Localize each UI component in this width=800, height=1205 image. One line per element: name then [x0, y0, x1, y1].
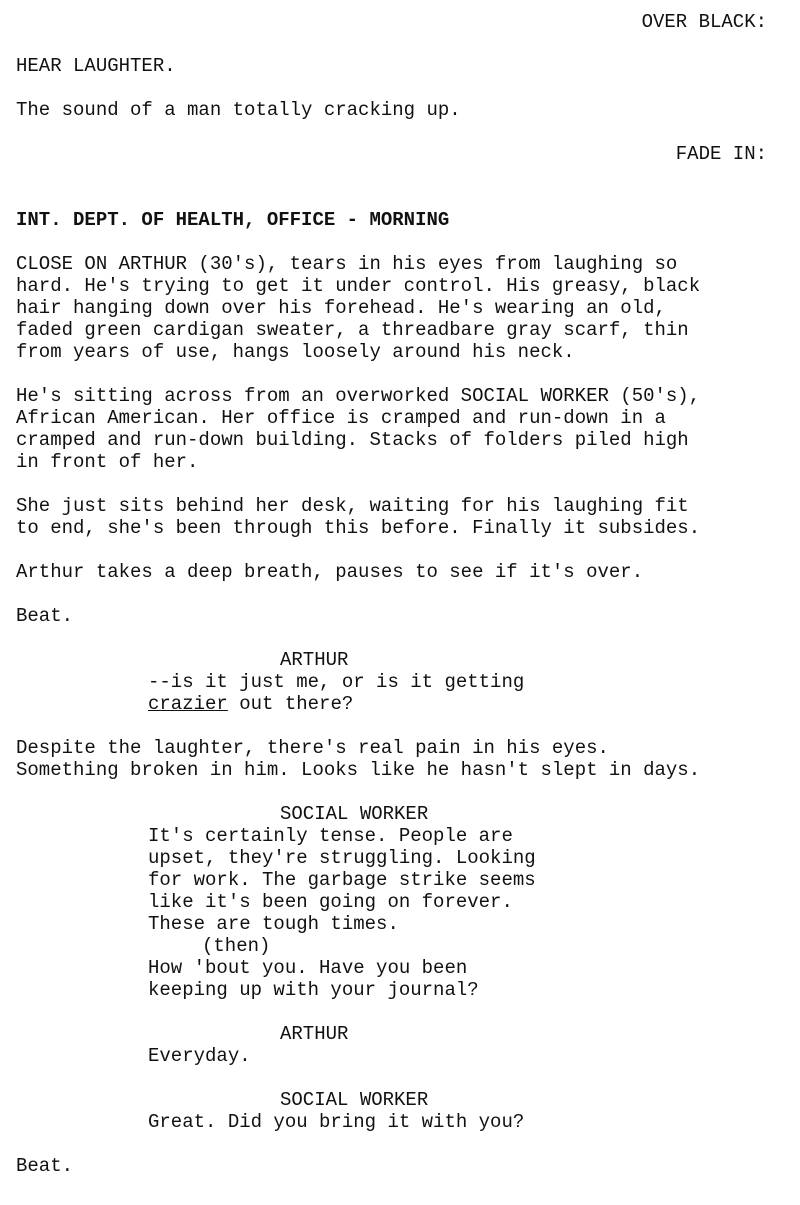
- character-name: SOCIAL WORKER: [280, 803, 429, 825]
- action-line: in front of her.: [16, 451, 199, 473]
- action-deep-breath: Arthur takes a deep breath, pauses to see if it's over.: [16, 561, 644, 583]
- dialogue-line-rest: out there?: [227, 693, 354, 715]
- action-line: African American. Her office is cramped and run-down in a: [16, 407, 666, 429]
- dialogue-line: keeping up with your journal?: [148, 979, 479, 1001]
- emphasized-word: crazier: [148, 693, 228, 715]
- action-line: from years of use, hangs loosely around his neck.: [16, 341, 575, 363]
- transition-fade-in: FADE IN:: [675, 143, 767, 165]
- action-line: hair hanging down over his forehead. He's wearing an old,: [16, 297, 666, 319]
- action-beat-final: Beat.: [16, 1155, 74, 1177]
- action-sound-of-man: The sound of a man totally cracking up.: [16, 99, 461, 121]
- dialogue-line: [148, 693, 353, 715]
- dialogue-line: Great. Did you bring it with you?: [148, 1111, 525, 1133]
- dialogue-line: like it's been going on forever.: [148, 891, 513, 913]
- action-line: cramped and run-down building. Stacks of folders piled high: [16, 429, 689, 451]
- character-name: ARTHUR: [280, 649, 349, 671]
- character-name: ARTHUR: [280, 1023, 349, 1045]
- scene-heading: INT. DEPT. OF HEALTH, OFFICE - MORNING: [16, 209, 450, 231]
- action-line: CLOSE ON ARTHUR (30's), tears in his eyes from laughing so: [16, 253, 678, 275]
- action-line: She just sits behind her desk, waiting for his laughing fit: [16, 495, 689, 517]
- dialogue-line: for work. The garbage strike seems: [148, 869, 536, 891]
- action-line: Something broken in him. Looks like he hasn't slept in days.: [16, 759, 701, 781]
- dialogue-line: upset, they're struggling. Looking: [148, 847, 536, 869]
- action-line: to end, she's been through this before. Finally it subsides.: [16, 517, 701, 539]
- dialogue-line: --is it just me, or is it getting: [148, 671, 525, 693]
- action-hear-laughter: HEAR LAUGHTER.: [16, 55, 176, 77]
- action-beat: Beat.: [16, 605, 74, 627]
- parenthetical: (then): [202, 935, 271, 957]
- character-name: SOCIAL WORKER: [280, 1089, 429, 1111]
- dialogue-line: Everyday.: [148, 1045, 251, 1067]
- transition-over-black: OVER BLACK:: [641, 11, 767, 33]
- dialogue-line: These are tough times.: [148, 913, 399, 935]
- action-line: He's sitting across from an overworked SOCIAL WORKER (50's),: [16, 385, 701, 407]
- dialogue-line: It's certainly tense. People are: [148, 825, 513, 847]
- action-line: Despite the laughter, there's real pain in his eyes.: [16, 737, 609, 759]
- action-line: faded green cardigan sweater, a threadbare gray scarf, thin: [16, 319, 689, 341]
- action-line: hard. He's trying to get it under control. His greasy, black: [16, 275, 701, 297]
- dialogue-line: How 'bout you. Have you been: [148, 957, 468, 979]
